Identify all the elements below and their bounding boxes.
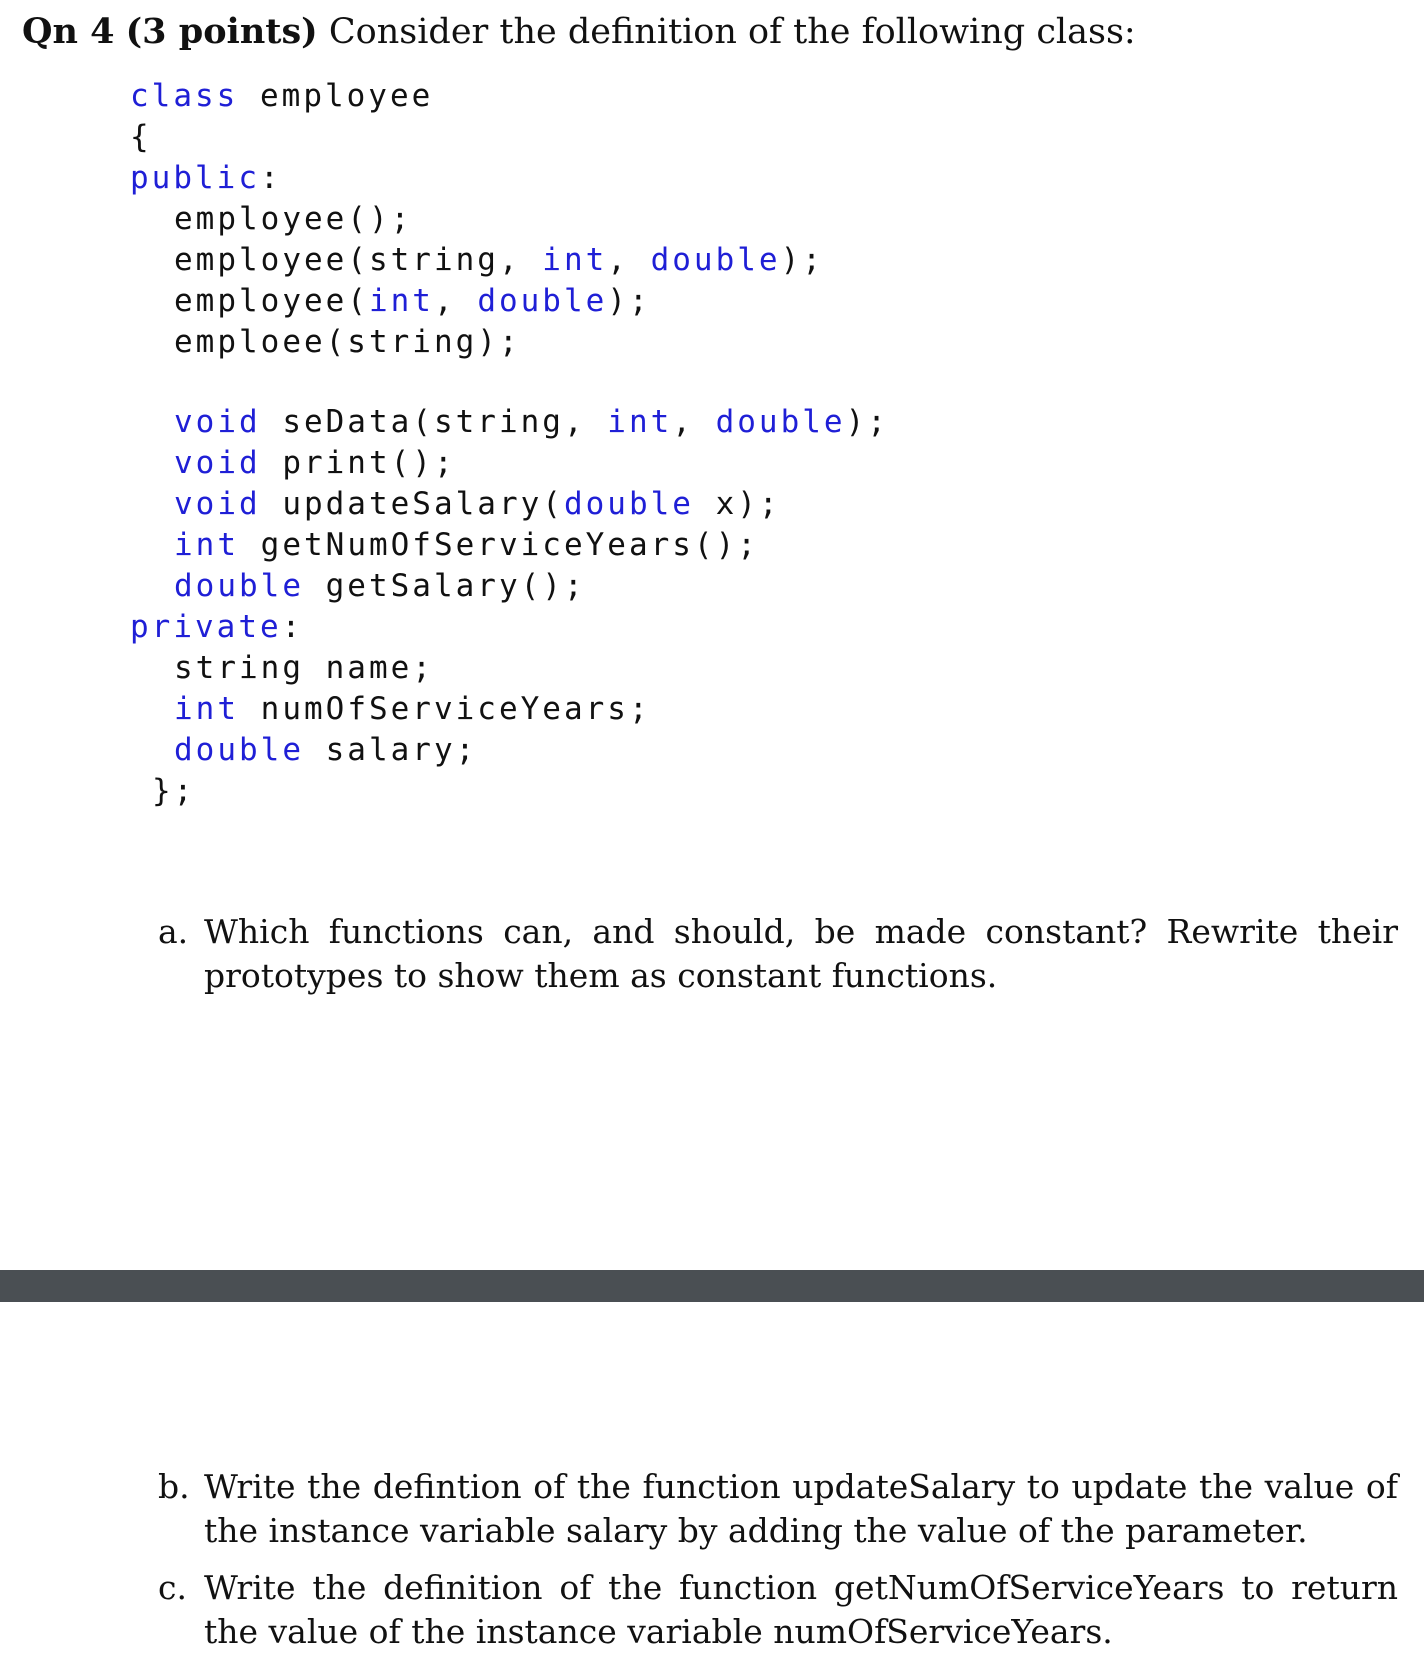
code-line-private: private: <box>130 609 304 645</box>
code-line-open-brace: { <box>130 119 152 155</box>
question-part-b <box>158 1465 1398 1555</box>
code-line-num-member: int numOfServiceYears; <box>174 691 651 727</box>
question-prompt: Consider the definition of the following class: <box>328 12 1136 52</box>
part-c-label: c. <box>158 1568 187 1607</box>
question-part-c <box>158 1566 1398 1656</box>
code-line-sedata: void seData(string, int, double); <box>174 404 889 440</box>
question-heading <box>22 10 1136 54</box>
code-line-get-salary: double getSalary(); <box>174 568 586 604</box>
part-a-label: a. <box>158 912 189 951</box>
part-b-text: Write the defintion of the function updateSalary to update the value of the instance variable salary by adding the value of the parameter. <box>204 1467 1398 1550</box>
page-separator-bar <box>0 1270 1424 1302</box>
question-number: Qn 4 <box>22 11 115 52</box>
question-part-a <box>158 910 1398 1000</box>
code-line-update-salary: void updateSalary(double x); <box>174 486 781 522</box>
code-line-name-member: string name; <box>174 650 434 686</box>
code-line-get-num-years: int getNumOfServiceYears(); <box>174 527 759 563</box>
code-line-ctor-full: employee(string, int, double); <box>174 242 824 278</box>
code-line-public: public: <box>130 160 282 196</box>
part-a-text: Which functions can, and should, be made constant? Rewrite their prototypes to show them as constant functions. <box>204 912 1398 995</box>
part-c-text: Write the definition of the function getNumOfServiceYears to return the value of the instance variable numOfServiceYears. <box>204 1568 1398 1651</box>
code-line-class: class employee <box>130 78 434 114</box>
code-line-ctor-int-double: employee(int, double); <box>174 283 651 319</box>
part-b-label: b. <box>158 1467 190 1506</box>
code-line-ctor-string: emploee(string); <box>174 324 521 360</box>
code-line-salary-member: double salary; <box>174 732 478 768</box>
code-line-ctor-default: employee(); <box>174 201 413 237</box>
code-line-close-brace: }; <box>152 773 196 809</box>
code-line-print: void print(); <box>174 445 456 481</box>
question-points: (3 points) <box>125 11 318 52</box>
